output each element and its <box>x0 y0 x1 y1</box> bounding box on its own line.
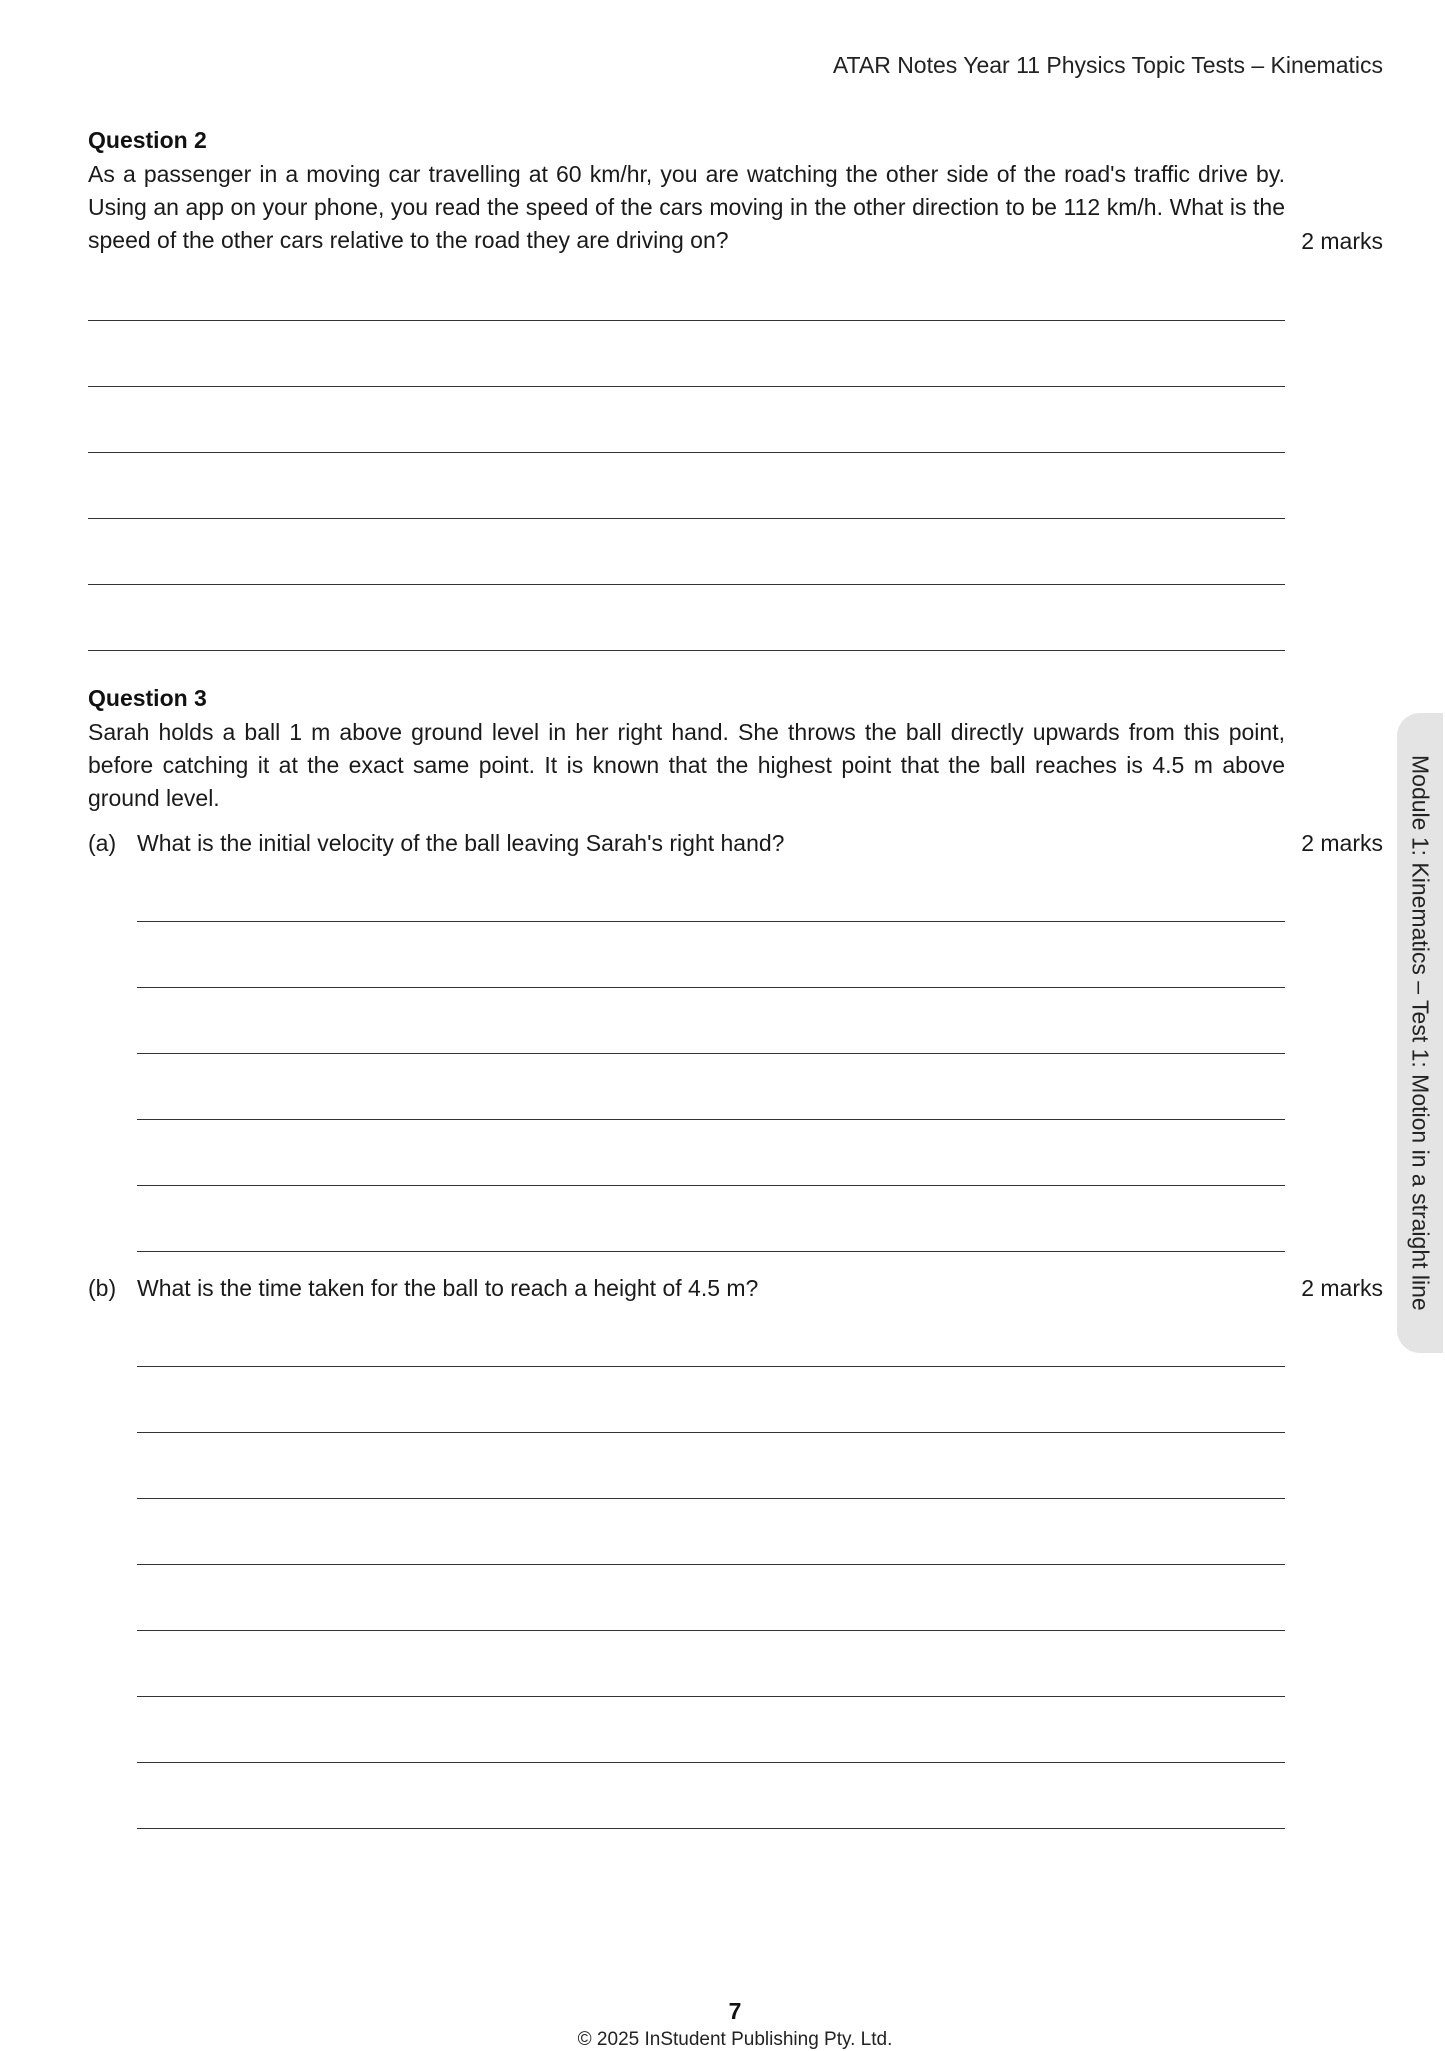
answer-line[interactable] <box>137 1185 1285 1186</box>
answer-line[interactable] <box>88 518 1285 519</box>
answer-line[interactable] <box>137 1564 1285 1565</box>
question-3-title: Question 3 <box>88 685 207 711</box>
page-number: 7 <box>728 1998 742 2024</box>
answer-line[interactable] <box>137 1366 1285 1367</box>
answer-line[interactable] <box>88 320 1285 321</box>
question-2-text: As a passenger in a moving car travelling at 60 km/hr, you are watching the other side of the road's traffic drive by. Using an app on your phone, you read the speed of the cars moving in the other direction to be 112 km/h. What is the speed of the other cars relative to the road they are driving on? <box>88 161 1285 253</box>
answer-line[interactable] <box>137 987 1285 988</box>
answer-line[interactable] <box>137 1498 1285 1499</box>
question-2-title: Question 2 <box>88 127 207 153</box>
answer-line[interactable] <box>137 921 1285 922</box>
answer-line[interactable] <box>88 584 1285 585</box>
answer-line[interactable] <box>137 1696 1285 1697</box>
answer-line[interactable] <box>137 1251 1285 1252</box>
question-2-marks: 2 marks <box>1301 228 1383 254</box>
copyright-notice: © 2025 InStudent Publishing Pty. Ltd. <box>577 2029 893 2050</box>
answer-line[interactable] <box>88 650 1285 651</box>
answer-line[interactable] <box>88 452 1285 453</box>
question-3b-text: What is the time taken for the ball to reach a height of 4.5 m? <box>137 1275 759 1301</box>
question-3a-text: What is the initial velocity of the ball leaving Sarah's right hand? <box>137 830 785 856</box>
question-3a-marks: 2 marks <box>1301 830 1383 856</box>
answer-line[interactable] <box>137 1432 1285 1433</box>
side-tab-label: Module 1: Kinematics – Test 1: Motion in a straight line <box>1407 755 1434 1311</box>
answer-line[interactable] <box>137 1119 1285 1120</box>
question-3a-label: (a) <box>88 830 117 856</box>
answer-line[interactable] <box>137 1828 1285 1829</box>
answer-line[interactable] <box>137 1630 1285 1631</box>
running-header: ATAR Notes Year 11 Physics Topic Tests – Kinematics <box>832 52 1383 78</box>
answer-line[interactable] <box>88 386 1285 387</box>
answer-line[interactable] <box>137 1762 1285 1763</box>
answer-line[interactable] <box>137 1053 1285 1054</box>
question-3-text: Sarah holds a ball 1 m above ground level in her right hand. She throws the ball directly upwards from this point, before catching it at the exact same point. It is known that the highest point that the ball reaches is 4.5 m above ground level. <box>88 719 1285 811</box>
question-3b-label: (b) <box>88 1275 117 1301</box>
question-3b-marks: 2 marks <box>1301 1275 1383 1301</box>
